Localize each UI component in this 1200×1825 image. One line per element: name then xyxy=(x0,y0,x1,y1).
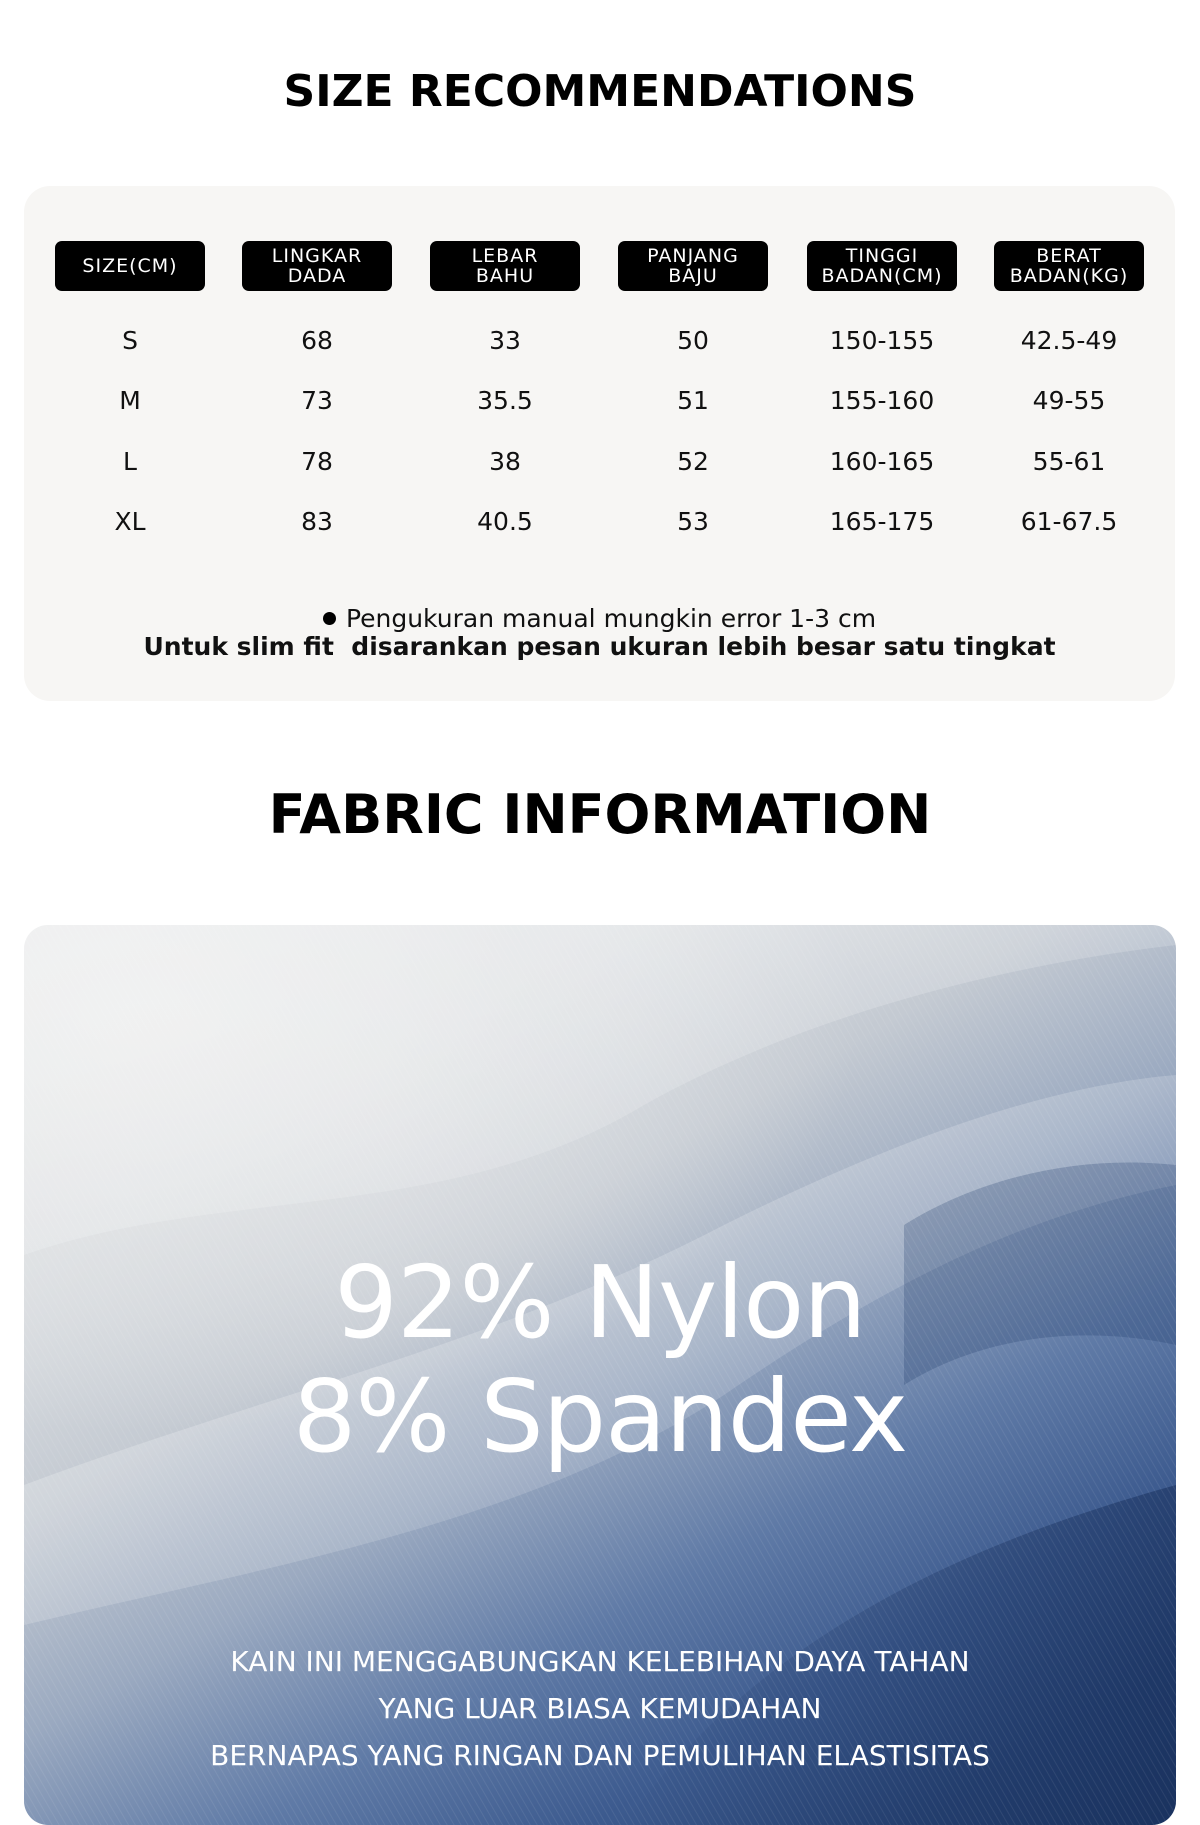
table-cell: 35.5 xyxy=(477,386,533,415)
size-label-cell: L xyxy=(123,447,137,476)
column-header-text: DADA xyxy=(287,265,347,287)
column-header xyxy=(807,241,957,291)
table-cell: 61-67.5 xyxy=(1020,507,1118,536)
column-header-text: BERAT xyxy=(1036,245,1102,267)
measurement-note xyxy=(24,604,1175,634)
table-cell: 53 xyxy=(677,507,709,536)
measurement-note-text: Pengukuran manual mungkin error 1-3 cm xyxy=(345,604,877,633)
size-label-cell: M xyxy=(119,386,141,415)
size-label-cell: S xyxy=(122,326,138,355)
table-cell: 165-175 xyxy=(829,507,935,536)
column-header-text: LINGKAR xyxy=(271,245,363,267)
column-header xyxy=(430,241,580,291)
size-label-cell: XL xyxy=(114,507,146,536)
column-header-text: PANJANG xyxy=(647,245,739,267)
table-cell: 73 xyxy=(301,386,333,415)
table-cell: 52 xyxy=(677,447,709,476)
fabric-image-card xyxy=(24,925,1176,1825)
table-cell: 68 xyxy=(301,326,333,355)
column-header-text: BAHU xyxy=(475,265,535,287)
size-table-card xyxy=(24,186,1175,701)
table-cell: 160-165 xyxy=(829,447,935,476)
column-header-text: BADAN(CM) xyxy=(821,265,943,287)
composition-nylon: 92% Nylon xyxy=(334,1244,866,1361)
column-header-text: SIZE(CM) xyxy=(82,255,178,277)
fabric-description-line: YANG LUAR BIASA KEMUDAHAN xyxy=(378,1692,822,1725)
fabric-description-line: BERNAPAS YANG RINGAN DAN PEMULIHAN ELASTISITAS xyxy=(210,1739,990,1772)
table-cell: 55-61 xyxy=(1032,447,1106,476)
fabric-information-title: FABRIC INFORMATION xyxy=(268,783,932,846)
table-cell: 50 xyxy=(677,326,709,355)
composition-spandex: 8% Spandex xyxy=(292,1358,908,1475)
table-cell: 38 xyxy=(489,447,521,476)
table-cell: 40.5 xyxy=(477,507,533,536)
slim-fit-advice: Untuk slim fit disarankan pesan ukuran lebih besar satu tingkat xyxy=(143,632,1056,661)
column-header-text: BADAN(KG) xyxy=(1009,265,1129,287)
column-header xyxy=(618,241,768,291)
column-header xyxy=(994,241,1144,291)
column-header-text: TINGGI xyxy=(845,245,919,267)
column-header-text: LEBAR xyxy=(471,245,539,267)
table-cell: 42.5-49 xyxy=(1020,326,1118,355)
column-header-text: BAJU xyxy=(668,265,718,287)
table-cell: 49-55 xyxy=(1032,386,1106,415)
fabric-description-line: KAIN INI MENGGABUNGKAN KELEBIHAN DAYA TAHAN xyxy=(230,1645,970,1678)
table-cell: 150-155 xyxy=(829,326,935,355)
table-cell: 83 xyxy=(301,507,333,536)
table-cell: 78 xyxy=(301,447,333,476)
column-header xyxy=(242,241,392,291)
column-header xyxy=(55,241,205,291)
table-cell: 33 xyxy=(489,326,521,355)
size-recommendations-title: SIZE RECOMMENDATIONS xyxy=(283,66,917,117)
table-cell: 155-160 xyxy=(829,386,935,415)
bullet-icon xyxy=(323,612,336,625)
table-cell: 51 xyxy=(677,386,709,415)
